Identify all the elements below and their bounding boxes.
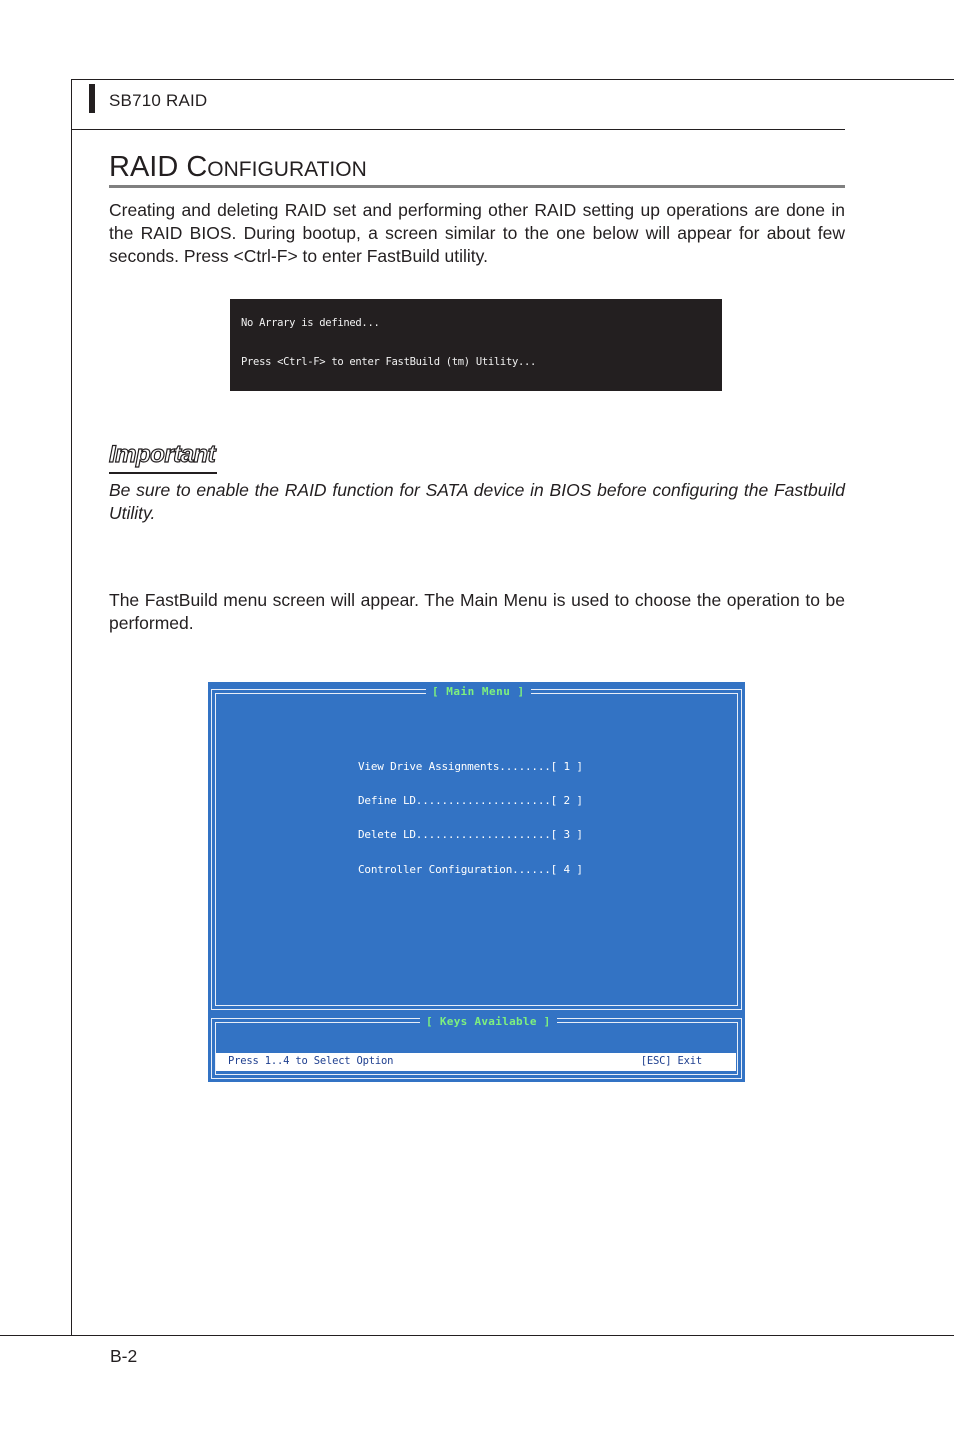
main-menu-frame-inner <box>215 693 738 1006</box>
status-esc-exit[interactable]: [ESC] Exit <box>640 1055 702 1067</box>
top-rule <box>71 79 954 80</box>
boot-screen <box>230 299 722 391</box>
keys-available-title: [ Keys Available ] <box>420 1015 557 1028</box>
important-heading: Important <box>109 441 216 468</box>
page-title-smallcaps: ONFIGURATION <box>207 158 367 181</box>
boot-screen-line-2: Press <Ctrl-F> to enter FastBuild (tm) Utility... <box>241 356 537 368</box>
important-underline <box>109 472 217 474</box>
header-section-label: SB710 RAID <box>109 91 208 110</box>
intro-paragraph: Creating and deleting RAID set and performing other RAID setting up operations are done in the RAID BIOS. During bootup, a screen similar to the one below will appear for about few seconds. Press <Ctrl-F> to enter FastBuild utility. <box>109 200 845 266</box>
status-bar <box>216 1053 736 1071</box>
fastbuild-screen <box>208 682 745 1082</box>
menu-item-define-ld[interactable]: Define LD.....................[ 2 ] <box>358 794 583 807</box>
footer-rule <box>0 1335 954 1336</box>
title-rule <box>109 185 845 188</box>
important-note: Be sure to enable the RAID function for SATA device in BIOS before configuring the Fastbuild Utility. <box>109 480 845 523</box>
menu-item-view-drive-assignments[interactable]: View Drive Assignments........[ 1 ] <box>358 760 583 773</box>
boot-screen-line-1: No Arrary is defined... <box>241 317 380 329</box>
header-rule <box>71 129 845 130</box>
page-number: B-2 <box>110 1346 138 1366</box>
status-select-option: Press 1..4 to Select Option <box>228 1055 394 1067</box>
menu-item-controller-configuration[interactable]: Controller Configuration......[ 4 ] <box>358 863 583 876</box>
menu-item-delete-ld[interactable]: Delete LD.....................[ 3 ] <box>358 828 583 841</box>
left-margin-rule <box>71 79 72 1336</box>
page-title-main: RAID C <box>109 151 208 183</box>
header-bar <box>89 84 95 113</box>
page-title <box>109 150 367 187</box>
main-menu-title: [ Main Menu ] <box>426 685 531 698</box>
fastbuild-paragraph: The FastBuild menu screen will appear. The Main Menu is used to choose the operation to be performed. <box>109 590 845 633</box>
